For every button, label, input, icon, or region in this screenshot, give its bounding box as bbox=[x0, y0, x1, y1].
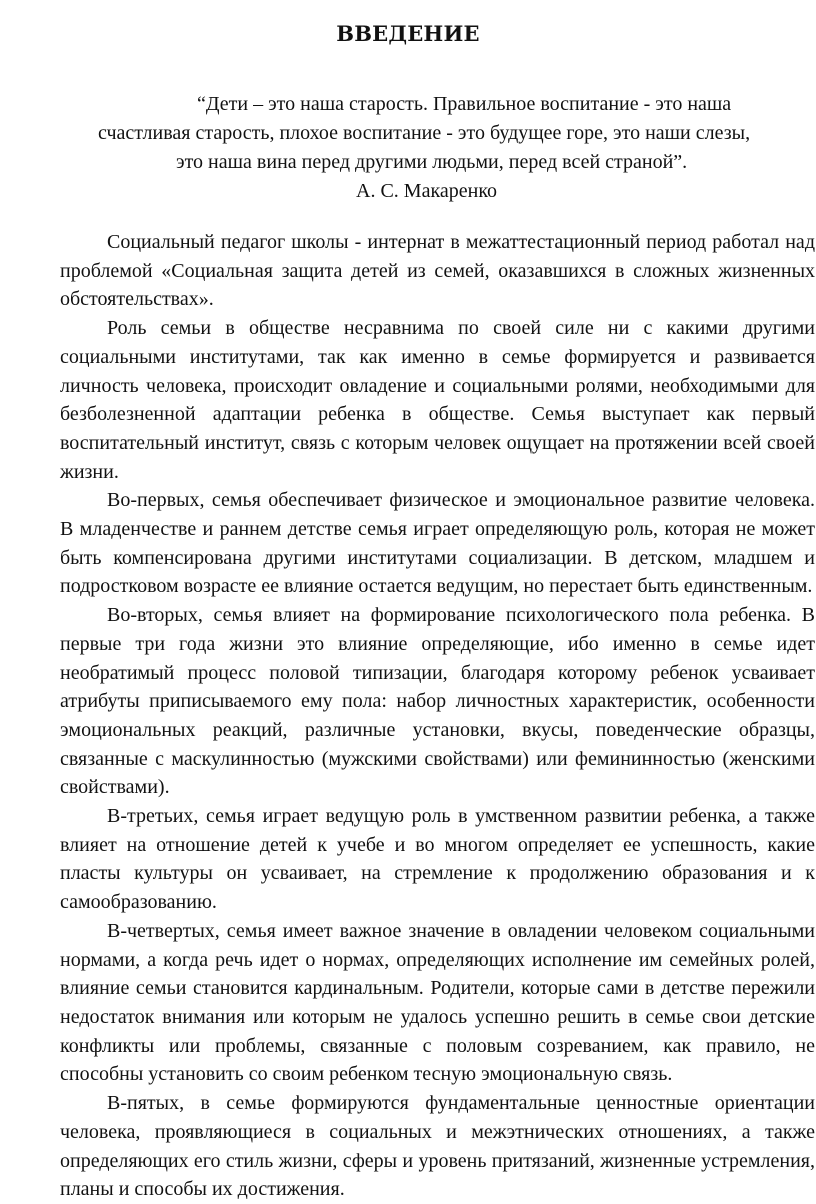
epigraph-line: счастливая старость, плохое воспитание - это будущее горе, это наши слезы, bbox=[98, 122, 751, 144]
paragraph-second bbox=[60, 601, 815, 802]
paragraph-intro bbox=[60, 228, 815, 314]
paragraph-text: В-третьих, семья играет ведущую роль в умственном развитии ребенка, а также влияет на отношение детей к учебе и во многом определяет ее успешность, какие пласты культуры он усваивает, на стремление к продолжению образования и к самообразованию. bbox=[60, 805, 815, 914]
page-title: ВВЕДЕНИЕ bbox=[336, 21, 480, 46]
body-text bbox=[60, 228, 815, 1204]
epigraph-line: это наша вина перед другими людьми, перед всей страной”. bbox=[176, 151, 688, 173]
paragraph-fifth bbox=[60, 1089, 815, 1204]
paragraph-family-role bbox=[60, 314, 815, 486]
paragraph-text: Во-вторых, семья влияет на формирование психологического пола ребенка. В первые три года жизни это влияние определяющие, ибо именно в семье идет необратимый процесс половой типизации, благодаря которому ребенок усваивает атрибуты приписываемого ему пола: набор личностных характеристик, особенности эмоциональных реакций, различные установки, вкусы, поведенческие образцы, связанные с маскулинностью (мужскими свойствами) или фемининностью (женскими свойствами). bbox=[60, 604, 815, 799]
paragraph-text: Роль семьи в обществе несравнима по своей силе ни с какими другими социальными институтами, так как именно в семье формируется и развивается личность человека, происходит овладение и социальными ролями, необходимыми для безболезненной адаптации ребенка в обществе. Семья выступает как первый воспитательный институт, связь с которым человек ощущает на протяжении всей своей жизни. bbox=[60, 317, 815, 483]
paragraph-first bbox=[60, 486, 815, 601]
paragraph-third bbox=[60, 802, 815, 917]
epigraph-author: А. С. Макаренко bbox=[356, 180, 498, 202]
paragraph-text: Во-первых, семья обеспечивает физическое и эмоциональное развитие человека. В младенчестве и раннем детстве семья играет определяющую роль, которая не может быть компенсирована другими институтами социализации. В детском, младшем и подростковом возрасте ее влияние остается ведущим, но перестает быть единственным. bbox=[60, 489, 815, 598]
epigraph bbox=[60, 90, 816, 206]
paragraph-fourth bbox=[60, 917, 815, 1089]
paragraph-text: Социальный педагог школы - интернат в межаттестационный период работал над проблемой «Социальная защита детей из семей, оказавшихся в сложных жизненных обстоятельствах». bbox=[60, 231, 815, 311]
paragraph-text: В-пятых, в семье формируются фундаментальные ценностные ориентации человека, проявляющиеся в социальных и межэтнических отношениях, а также определяющих его стиль жизни, сферы и уровень притязаний, жизненные устремления, планы и способы их достижения. bbox=[60, 1092, 815, 1201]
paragraph-text: В-четвертых, семья имеет важное значение в овладении человеком социальными нормами, а когда речь идет о нормах, определяющих исполнение им семейных ролей, влияние семьи становится кардинальным. Родители, которые сами в детстве пережили недостаток внимания или которым не удалось успешно решить в семье свои детские конфликты или проблемы, связанные с половым созреванием, как правило, не способны установить со своим ребенком тесную эмоциональную связь. bbox=[60, 919, 815, 1086]
epigraph-line: “Дети – это наша старость. Правильное воспитание - это наша bbox=[197, 93, 732, 115]
